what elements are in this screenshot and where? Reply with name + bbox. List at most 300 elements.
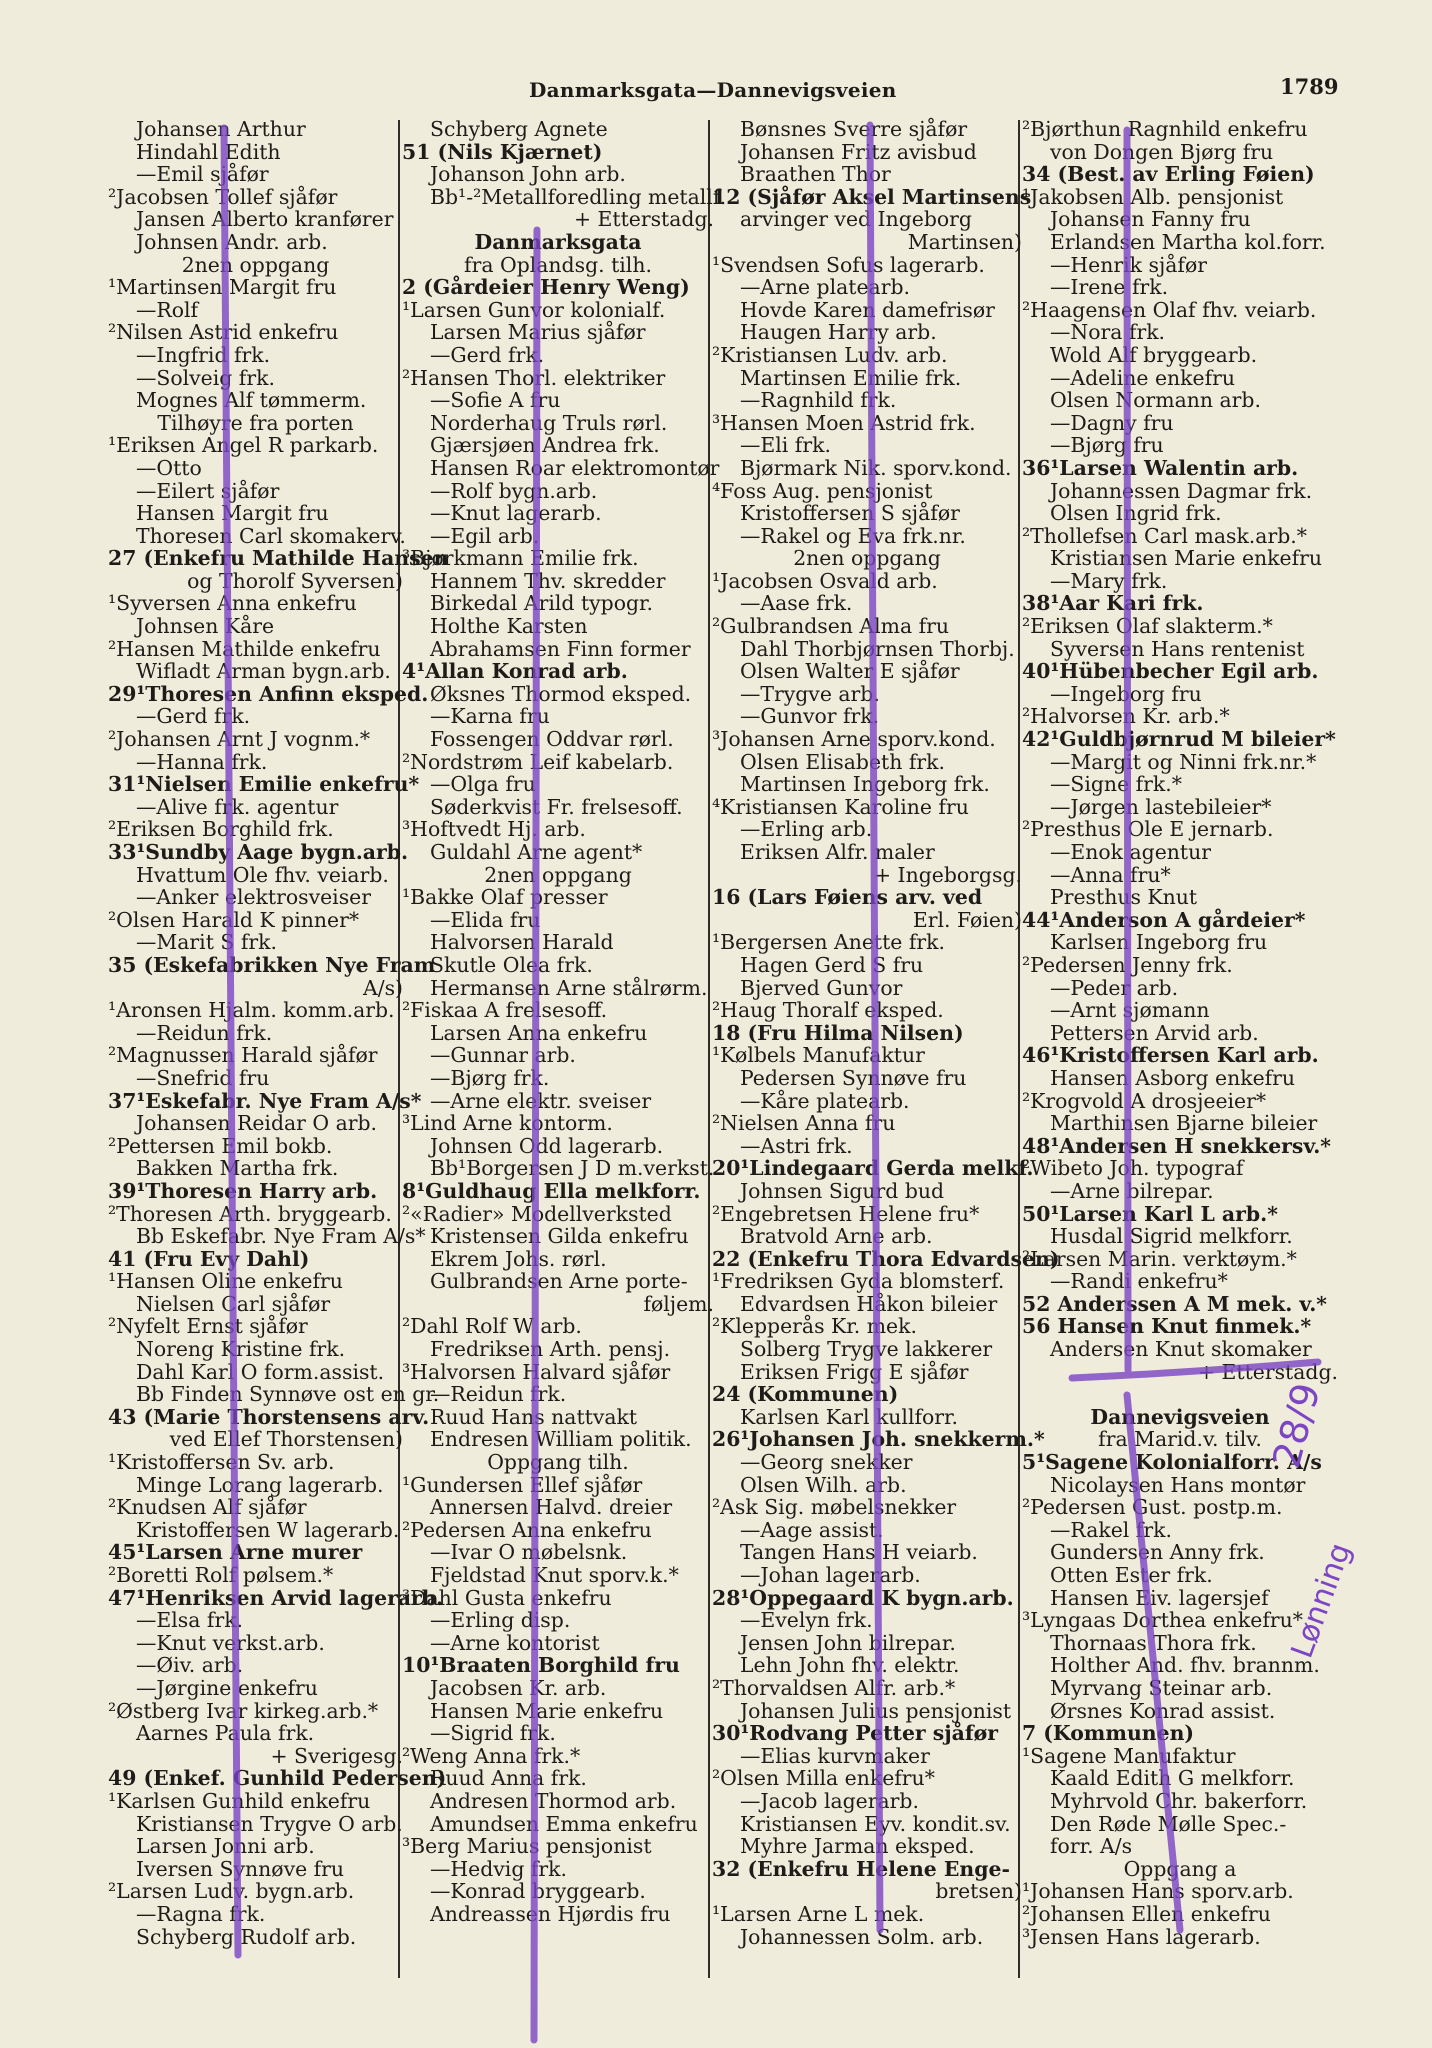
directory-line: Bb Eskefabr. Nye Fram A/s* <box>136 1224 426 1249</box>
directory-line: —Signe frk.* <box>1050 772 1182 797</box>
directory-line: ¹Jacobsen Osvald arb. <box>712 568 938 593</box>
directory-line: Halvorsen Harald <box>430 930 614 955</box>
directory-line: —Ingeborg fru <box>1050 681 1202 706</box>
directory-line: Jacobsen Kr. arb. <box>430 1675 607 1700</box>
directory-line: —Egil arb. <box>430 523 540 548</box>
directory-line: ²Kristiansen Ludv. arb. <box>712 342 948 367</box>
directory-line: 47¹Henriksen Arvid lagerarb. <box>108 1585 444 1610</box>
directory-line: —Emil sjåfør <box>136 162 269 187</box>
directory-line: ²Olsen Milla enkefru* <box>712 1766 935 1791</box>
directory-line: Andreassen Hjørdis fru <box>430 1901 671 1926</box>
directory-line: —Arne platearb. <box>740 275 910 300</box>
directory-line: 35 (Eskefabrikken Nye Fram <box>108 952 436 977</box>
directory-line: Bjørmark Nik. sporv.kond. <box>740 455 1012 480</box>
directory-line: Solberg Trygve lakkerer <box>740 1337 993 1362</box>
directory-line: —Rakel frk. <box>1050 1517 1172 1542</box>
directory-line: —Olga fru <box>430 772 536 797</box>
directory-line: Wifladt Arman bygn.arb. <box>136 659 391 684</box>
directory-line: 12 (Sjåfør Aksel Martinsens <box>712 184 1032 209</box>
directory-line: Kristoffersen S sjåfør <box>740 501 960 526</box>
directory-line: —Georg snekker <box>740 1450 913 1475</box>
directory-line: —Jacob lagerarb. <box>740 1788 919 1813</box>
directory-line: Dahl Thorbjørnsen Thorbj. <box>740 636 1015 661</box>
directory-line: 2nen oppgang <box>484 862 632 887</box>
directory-line: 50¹Larsen Karl L arb.* <box>1022 1201 1278 1226</box>
directory-line: 2 (Gårdeier Henry Weng) <box>402 275 690 300</box>
directory-line: Haugen Harry arb. <box>740 320 937 345</box>
directory-line: 48¹Andersen H snekkersv.* <box>1022 1133 1331 1158</box>
directory-line: Hagen Gerd S fru <box>740 952 924 977</box>
directory-line: Marthinsen Bjarne bileier <box>1050 1111 1318 1136</box>
directory-line: ²Olsen Harald K pinner* <box>108 907 360 932</box>
directory-line: —Kåre platearb. <box>740 1088 910 1113</box>
directory-line: Olsen Walter E sjåfør <box>740 659 960 684</box>
directory-line: 8¹Guldhaug Ella melkforr. <box>402 1178 701 1203</box>
directory-line: —Arne bilrepar. <box>1050 1178 1214 1203</box>
directory-line: —Eli frk. <box>740 433 831 458</box>
directory-line: Bb Finden Synnøve ost en gr. <box>136 1382 440 1407</box>
directory-line: —Evelyn frk. <box>740 1608 873 1633</box>
directory-line: ²Eriksen Borghild frk. <box>108 817 334 842</box>
directory-line: —Bjørg fru <box>1050 433 1164 458</box>
directory-line: 33¹Sundby Aage bygn.arb. <box>108 840 409 864</box>
directory-line: Husdal Sigrid melkforr. <box>1050 1224 1293 1249</box>
directory-line: 44¹Anderson A gårdeier* <box>1022 907 1306 932</box>
column-1 <box>108 117 449 2018</box>
directory-line: —Anker elektrosveiser <box>136 885 371 910</box>
page-header <box>0 74 1432 114</box>
directory-line: Amundsen Emma enkefru <box>430 1811 698 1836</box>
handwritten-note: Lønning <box>1284 1538 1359 1663</box>
directory-line: Pedersen Synnøve fru <box>740 1065 967 1090</box>
directory-line: Tilhøyre fra porten <box>157 410 354 435</box>
directory-line: —Gunnar arb. <box>430 1043 576 1068</box>
directory-line: —Hedvig frk. <box>430 1856 567 1881</box>
directory-line: 16 (Lars Føiens arv. ved <box>712 885 983 910</box>
directory-line: 18 (Fru Hilma Nilsen) <box>712 1020 964 1045</box>
directory-line: —Karna fru <box>430 704 550 729</box>
directory-line: Johnsen Sigurd bud <box>740 1178 945 1203</box>
directory-line: ¹Larsen Arne L mek. <box>712 1901 925 1926</box>
directory-line: 52 Anderssen A M mek. v.* <box>1022 1291 1327 1316</box>
directory-line: Larsen Marius sjåfør <box>430 320 646 345</box>
directory-line: ¹Eriksen Angel R parkarb. <box>108 433 379 458</box>
directory-line: Lehn John fhv. elektr. <box>740 1653 960 1678</box>
column-4 <box>1022 118 1338 2018</box>
directory-line: Johannessen Dagmar frk. <box>1050 478 1313 503</box>
directory-line: Fredriksen Arth. pensj. <box>430 1337 671 1362</box>
directory-line: ²Larsen Ludv. bygn.arb. <box>108 1879 355 1904</box>
directory-line: ²Boretti Rolf pølsem.* <box>108 1563 334 1587</box>
directory-line: Dahl Karl O form.assist. <box>136 1359 385 1384</box>
cross-street: + Sverigesg. <box>270 1743 403 1768</box>
directory-line: —Gerd frk. <box>136 704 251 729</box>
directory-line: ³Bjørkmann Emilie frk. <box>402 546 639 571</box>
directory-line: —Rolf <box>136 297 199 322</box>
directory-line: —Aase frk. <box>740 591 853 616</box>
directory-line: 40¹Hübenbecher Egil arb. <box>1022 659 1319 684</box>
directory-line: ¹Jakobsen Alb. pensjonist <box>1022 184 1284 209</box>
directory-line: ²«Radier» Modellverksted <box>402 1201 672 1226</box>
directory-line: —Rakel og Eva frk.nr. <box>740 523 966 548</box>
directory-line: Hansen Marie enkefru <box>430 1698 664 1723</box>
directory-line: ¹Svendsen Sofus lagerarb. <box>712 252 985 277</box>
directory-line: Hansen Roar elektromontør <box>430 455 720 480</box>
directory-line: ²Dahl Rolf W arb. <box>402 1314 582 1339</box>
directory-line: Hindahl Edith <box>136 139 281 164</box>
directory-line: Erl. Føien) <box>912 907 1022 932</box>
directory-line: Bb¹-²Metallforedling metallf. <box>430 184 727 209</box>
directory-line: ²Thollefsen Carl mask.arb.* <box>1022 523 1307 548</box>
directory-line: Hansen Eiv. lagersjef <box>1050 1585 1269 1610</box>
directory-line: —Sigrid frk. <box>430 1721 556 1746</box>
directory-line: ²Klepperås Kr. mek. <box>712 1314 917 1339</box>
directory-line: ³Lyngaas Dorthea enkefru* <box>1022 1608 1303 1633</box>
directory-line: Presthus Knut <box>1050 885 1198 910</box>
directory-line: —Bjørg frk. <box>430 1065 550 1090</box>
directory-line: Olsen Elisabeth frk. <box>740 749 945 774</box>
page-number: 1789 <box>1280 74 1339 99</box>
directory-line: ³Lind Arne kontorm. <box>402 1111 613 1136</box>
directory-line: ²Jacobsen Tollef sjåfør <box>108 184 338 209</box>
directory-line: Johanson John arb. <box>430 162 626 187</box>
directory-line: Jansen Alberto kranfører <box>136 207 394 232</box>
directory-line: Annersen Halvd. dreier <box>430 1495 673 1520</box>
column-3 <box>712 117 1060 2018</box>
directory-line: 43 (Marie Thorstensens arv. <box>108 1404 430 1429</box>
directory-line: Jensen John bilrepar. <box>740 1630 956 1655</box>
directory-line: —Jørgen lastebileier* <box>1050 794 1272 819</box>
directory-line: —Øiv. arb. <box>136 1653 244 1678</box>
directory-line: —Eilert sjåfør <box>136 478 280 503</box>
directory-line: 37¹Eskefabr. Nye Fram A/s* <box>108 1088 422 1113</box>
directory-line: 28¹Oppegaard K bygn.arb. <box>712 1585 1014 1610</box>
directory-line: —Gerd frk. <box>430 342 545 367</box>
directory-line: Tangen Hans H veiarb. <box>740 1540 978 1565</box>
directory-line: Kristiansen Marie enkefru <box>1050 546 1323 571</box>
directory-line: ¹Hansen Oline enkefru <box>108 1269 343 1294</box>
directory-line: Bb¹Borgersen J D m.verkst. <box>430 1156 715 1181</box>
directory-line: ²Knudsen Alf sjåfør <box>108 1495 307 1520</box>
directory-line: Birkedal Arild typogr. <box>430 591 654 616</box>
handwritten-fraction: 28/9 <box>1264 1378 1329 1473</box>
directory-line: —Arne kontorist <box>430 1630 600 1655</box>
directory-line: —Konrad bryggearb. <box>430 1879 646 1904</box>
directory-line: føljem. <box>643 1291 714 1316</box>
directory-line: ³Berg Marius pensjonist <box>402 1834 652 1859</box>
directory-line: 20¹Lindegaard Gerda melkf. <box>712 1156 1034 1181</box>
directory-line: —Marit S frk. <box>136 930 277 955</box>
directory-line: Skutle Olea frk. <box>430 952 593 977</box>
directory-line: —Ragna frk. <box>136 1901 266 1926</box>
directory-line: Abrahamsen Finn former <box>430 636 691 661</box>
directory-line: Minge Lorang lagerarb. <box>136 1472 384 1497</box>
directory-line: ²Hansen Thorl. elektriker <box>402 365 666 390</box>
directory-line: ²Nilsen Astrid enkefru <box>108 320 339 345</box>
directory-line: ¹Kølbels Manufaktur <box>712 1043 925 1068</box>
directory-line: Aarnes Paula frk. <box>136 1721 315 1746</box>
directory-line: —Adeline enkefru <box>1050 365 1236 390</box>
directory-line: Kristensen Gilda enkefru <box>430 1224 689 1249</box>
directory-line: —Hanna frk. <box>136 749 268 774</box>
directory-line: —Rolf bygn.arb. <box>430 478 598 503</box>
directory-line: 42¹Guldbjørnrud M bileier* <box>1022 727 1336 752</box>
directory-line: ²Presthus Ole E jernarb. <box>1022 817 1274 842</box>
directory-line: —Alive frk. agentur <box>136 794 339 819</box>
directory-line: 49 (Enkef. Gunhild Pedersen) <box>108 1766 447 1791</box>
directory-line: —Gunvor frk. <box>740 704 880 729</box>
directory-line: 39¹Thoresen Harry arb. <box>108 1178 378 1203</box>
directory-line: —Reidun frk. <box>430 1382 567 1407</box>
directory-line: Thornaas Thora frk. <box>1050 1630 1257 1655</box>
directory-line: Johnsen Kåre <box>136 614 275 639</box>
directory-line: —Ivar O møbelsnk. <box>430 1540 628 1565</box>
cross-street: + Etterstadg. <box>573 207 714 232</box>
directory-line: ¹Fredriksen Gyda blomsterf. <box>712 1269 1005 1294</box>
directory-line: —Knut lagerarb. <box>430 501 602 526</box>
directory-line: Olsen Ingrid frk. <box>1050 501 1222 526</box>
directory-line: 29¹Thoresen Anfinn eksped. <box>108 681 429 706</box>
directory-line: Bratvold Arne arb. <box>740 1224 933 1249</box>
directory-line: Martinsen Emilie frk. <box>740 365 962 390</box>
directory-line: Braathen Thor <box>740 162 891 187</box>
directory-line: Schyberg Rudolf arb. <box>136 1924 357 1949</box>
directory-line: Fjeldstad Knut sporv.k.* <box>430 1563 679 1587</box>
directory-line: ¹Sagene Manufaktur <box>1022 1743 1236 1768</box>
directory-line: Myrvang Steinar arb. <box>1050 1675 1273 1700</box>
directory-line: 46¹Kristoffersen Karl arb. <box>1022 1043 1319 1068</box>
directory-line: Bjerved Gunvor <box>740 975 903 1000</box>
directory-line: —Erling arb. <box>740 817 873 842</box>
directory-line: —Jørgine enkefru <box>136 1675 318 1700</box>
directory-line: Johansen Fritz avisbud <box>740 139 977 164</box>
directory-line: Hermansen Arne stålrørm. <box>430 975 708 1000</box>
directory-line: —Randi enkefru* <box>1050 1269 1228 1294</box>
directory-line: Kristoffersen W lagerarb. <box>136 1517 400 1542</box>
directory-line: ²Engebretsen Helene fru* <box>712 1201 980 1226</box>
directory-line: 2nen oppgang <box>181 252 330 277</box>
directory-line: ¹Karlsen Gunhild enkefru <box>108 1788 371 1813</box>
directory-line: ¹Aronsen Hjalm. komm.arb. <box>108 998 395 1023</box>
directory-line: arvinger ved Ingeborg <box>740 207 972 232</box>
directory-line: Edvardsen Håkon bileier <box>740 1291 998 1316</box>
directory-line: ²Pettersen Emil bokb. <box>108 1133 333 1158</box>
directory-line: Hansen Asborg enkefru <box>1050 1065 1296 1090</box>
directory-line: ²Østberg Ivar kirkeg.arb.* <box>108 1698 379 1723</box>
page-title: Danmarksgata—Dannevigsveien <box>529 78 897 102</box>
directory-line: 31¹Nielsen Emilie enkefru* <box>108 772 420 797</box>
directory-line: Martinsen) <box>907 229 1022 254</box>
directory-line: —Anna fru* <box>1050 862 1171 887</box>
directory-line: Mognes Alf tømmerm. <box>136 388 367 413</box>
directory-line: von Dongen Bjørg fru <box>1050 139 1274 164</box>
directory-line: ²Larsen Marin. verktøym.* <box>1022 1246 1297 1271</box>
directory-line: forr. A/s <box>1050 1834 1133 1859</box>
directory-line: Ørsnes Konrad assist. <box>1050 1698 1276 1723</box>
directory-line: Myhre Jarman eksped. <box>740 1834 975 1859</box>
directory-line: —Ingfrid frk. <box>136 342 271 367</box>
directory-line: 36¹Larsen Walentin arb. <box>1022 455 1299 480</box>
directory-line: Oppgang tilh. <box>487 1450 629 1475</box>
directory-line: 24 (Kommunen) <box>712 1382 899 1407</box>
directory-line: Den Røde Mølle Spec.- <box>1050 1811 1287 1836</box>
directory-line: Kaald Edith G melkforr. <box>1050 1766 1295 1791</box>
directory-line: ³Hoftvedt Hj. arb. <box>402 817 586 842</box>
directory-line: ¹Gundersen Ellef sjåfør <box>402 1472 643 1497</box>
directory-line: —Nora frk. <box>1050 320 1166 345</box>
directory-line: Hovde Karen damefrisør <box>740 297 995 322</box>
directory-line: Andersen Knut skomaker <box>1050 1337 1312 1362</box>
directory-line: ²Haagensen Olaf fhv. veiarb. <box>1022 297 1317 322</box>
directory-line: Nielsen Carl sjåfør <box>136 1291 331 1316</box>
directory-line: Eriksen Frigg E sjåfør <box>740 1359 969 1384</box>
directory-line: Gulbrandsen Arne porte- <box>430 1269 688 1294</box>
directory-line: Eriksen Alfr. maler <box>740 840 935 864</box>
column-2 <box>402 117 727 2018</box>
directory-line: ³Halvorsen Halvard sjåfør <box>402 1359 671 1384</box>
directory-line: 7 (Kommunen) <box>1022 1721 1195 1746</box>
directory-line: Nicolaysen Hans montør <box>1050 1472 1306 1497</box>
directory-line: ¹Johansen Hans sporv.arb. <box>1022 1879 1294 1904</box>
directory-line: ²Nielsen Anna fru <box>712 1111 896 1136</box>
directory-line: ¹Larsen Gunvor kolonialf. <box>402 297 666 322</box>
directory-line: —Astri frk. <box>740 1133 853 1158</box>
directory-line: —Johan lagerarb. <box>740 1563 921 1587</box>
directory-line: ¹Syversen Anna enkefru <box>108 591 357 616</box>
directory-line: Oppgang a <box>1123 1856 1237 1881</box>
directory-line: —Mary frk. <box>1050 568 1168 593</box>
directory-line: Johansen Reidar O arb. <box>136 1111 378 1136</box>
directory-line: —Arnt sjømann <box>1050 998 1210 1023</box>
directory-line: 45¹Larsen Arne murer <box>108 1540 363 1565</box>
directory-line: —Otto <box>136 455 202 480</box>
directory-line: Karlsen Ingeborg fru <box>1050 930 1268 955</box>
directory-line: —Erling disp. <box>430 1608 571 1633</box>
directory-line: Myhrvold Chr. bakerforr. <box>1050 1788 1308 1813</box>
directory-line: Schyberg Agnete <box>430 117 608 141</box>
directory-line: ⁴Foss Aug. pensjonist <box>712 478 933 503</box>
directory-line: ¹Bergersen Anette frk. <box>712 930 945 955</box>
directory-line: —Enok agentur <box>1050 840 1212 864</box>
directory-line: ²Hansen Mathilde enkefru <box>108 636 381 661</box>
directory-line: Thoresen Carl skomakerv. <box>136 523 406 548</box>
directory-line: Johansen Arthur <box>136 117 306 141</box>
directory-line: Bakken Martha frk. <box>136 1156 339 1181</box>
directory-line: Larsen Anna enkefru <box>430 1020 648 1045</box>
directory-line: ²Nyfelt Ernst sjåfør <box>108 1314 308 1339</box>
directory-line: ²Johansen Ellen enkefru <box>1022 1901 1271 1926</box>
directory-line: ³Johansen Arne sporv.kond. <box>712 727 996 752</box>
directory-line: 22 (Enkefru Thora Edvardsen) <box>712 1246 1060 1271</box>
directory-line: 56 Hansen Knut finmek.* <box>1022 1314 1312 1339</box>
directory-line: 51 (Nils Kjærnet) <box>402 139 603 164</box>
directory-line: ³Dahl Gusta enkefru <box>402 1585 612 1610</box>
directory-line: A/s) <box>362 975 403 1000</box>
directory-line: —Solveig frk. <box>136 365 275 390</box>
directory-line: Norderhaug Truls rørl. <box>430 410 668 435</box>
directory-line: Hvattum Ole fhv. veiarb. <box>136 862 389 887</box>
directory-line: Hannem Thv. skredder <box>430 568 666 593</box>
directory-line: 26¹Johansen Joh. snekkerm.* <box>712 1427 1045 1452</box>
directory-line: —Elida fru <box>430 907 541 932</box>
directory-line: Johnsen Andr. arb. <box>136 229 328 254</box>
directory-line: ²Halvorsen Kr. arb.* <box>1022 704 1230 729</box>
directory-line: 27 (Enkefru Mathilde Hansen <box>108 546 449 571</box>
directory-line: —Knut verkst.arb. <box>136 1630 325 1655</box>
directory-line: Wold Alf bryggearb. <box>1050 342 1258 367</box>
directory-line: ⁴Kristiansen Karoline fru <box>712 794 969 819</box>
directory-line: ²Ask Sig. møbelsnekker <box>712 1495 957 1520</box>
directory-line: ²Johansen Arnt J vognm.* <box>108 727 371 752</box>
directory-line: ²Magnussen Harald sjåfør <box>108 1043 378 1068</box>
directory-line: —Reidun frk. <box>136 1020 273 1045</box>
directory-line: Olsen Wilh. arb. <box>740 1472 907 1497</box>
directory-line: 41 (Fru Evy Dahl) <box>108 1246 310 1271</box>
directory-line: Kristiansen Trygve O arb. <box>136 1811 403 1836</box>
cross-street: + Etterstadg. <box>1197 1359 1338 1384</box>
directory-line: —Ragnhild frk. <box>740 388 897 413</box>
directory-line: Gundersen Anny frk. <box>1050 1540 1265 1565</box>
directory-line: 10¹Braaten Borghild fru <box>402 1653 680 1678</box>
directory-line: ²Thorvaldsen Alfr. arb.* <box>712 1675 956 1700</box>
directory-line: Johannessen Solm. arb. <box>740 1924 984 1949</box>
directory-line: ²Gulbrandsen Alma fru <box>712 614 950 639</box>
directory-line: ¹Kristoffersen Sv. arb. <box>108 1450 335 1475</box>
directory-line: —Dagny fru <box>1050 410 1174 435</box>
directory-line: —Elias kurvmaker <box>740 1743 930 1768</box>
directory-line: Søderkvist Fr. frelsesoff. <box>430 794 683 819</box>
street-heading: Danmarksgata <box>474 229 642 254</box>
directory-line: ²Pedersen Gust. postp.m. <box>1022 1495 1283 1520</box>
directory-line: Johnsen Odd lagerarb. <box>430 1133 664 1158</box>
directory-line: Syversen Hans rentenist <box>1050 636 1305 661</box>
directory-line: Martinsen Ingeborg frk. <box>740 772 990 797</box>
directory-line: Erlandsen Martha kol.forr. <box>1050 229 1326 254</box>
directory-line: Iversen Synnøve fru <box>136 1856 345 1881</box>
directory-line: Otten Ester frk. <box>1050 1563 1213 1587</box>
directory-line: ²Krogvold A drosjeeier* <box>1022 1088 1267 1113</box>
directory-line: Ruud Hans nattvakt <box>430 1404 638 1429</box>
directory-line: Ekrem Johs. rørl. <box>430 1246 607 1271</box>
directory-line: ³Hansen Moen Astrid frk. <box>712 410 976 435</box>
directory-line: ²Nordstrøm Leif kabelarb. <box>402 749 674 774</box>
directory-line: Olsen Normann arb. <box>1050 388 1261 413</box>
directory-line: —Trygve arb. <box>740 681 880 706</box>
directory-line: ¹Martinsen Margit fru <box>108 275 337 300</box>
directory-line: Holthe Karsten <box>430 614 588 639</box>
directory-line: —Arne elektr. sveiser <box>430 1088 652 1113</box>
directory-line: Johansen Fanny fru <box>1050 207 1251 232</box>
directory-line: 2nen oppgang <box>793 546 941 571</box>
directory-line: 34 (Best. av Erling Føien) <box>1022 162 1315 187</box>
directory-line: Fossengen Oddvar rørl. <box>430 727 674 752</box>
directory-line: Holther And. fhv. brannm. <box>1050 1653 1320 1678</box>
directory-line: ²Eriksen Olaf slakterm.* <box>1022 614 1273 639</box>
directory-line: —Snefrid fru <box>136 1065 270 1090</box>
directory-line: —Aage assist. <box>740 1517 884 1542</box>
directory-line: Ruud Anna frk. <box>430 1766 587 1791</box>
directory-line: 32 (Enkefru Helene Enge- <box>712 1856 1010 1881</box>
directory-line: Pettersen Arvid arb. <box>1050 1020 1259 1045</box>
directory-line: —Peder arb. <box>1050 975 1179 1000</box>
directory-line: ²Thoresen Arth. bryggearb. <box>108 1201 392 1226</box>
directory-line: ²Weng Anna frk.* <box>402 1743 581 1768</box>
directory-line: —Elsa frk. <box>136 1608 244 1633</box>
directory-line: ²Fiskaa A frelsesoff. <box>402 998 608 1023</box>
directory-line: Gjærsjøen Andrea frk. <box>430 433 660 458</box>
directory-line: Noreng Kristine frk. <box>136 1337 346 1362</box>
directory-line: ²Pedersen Jenny frk. <box>1022 952 1233 977</box>
